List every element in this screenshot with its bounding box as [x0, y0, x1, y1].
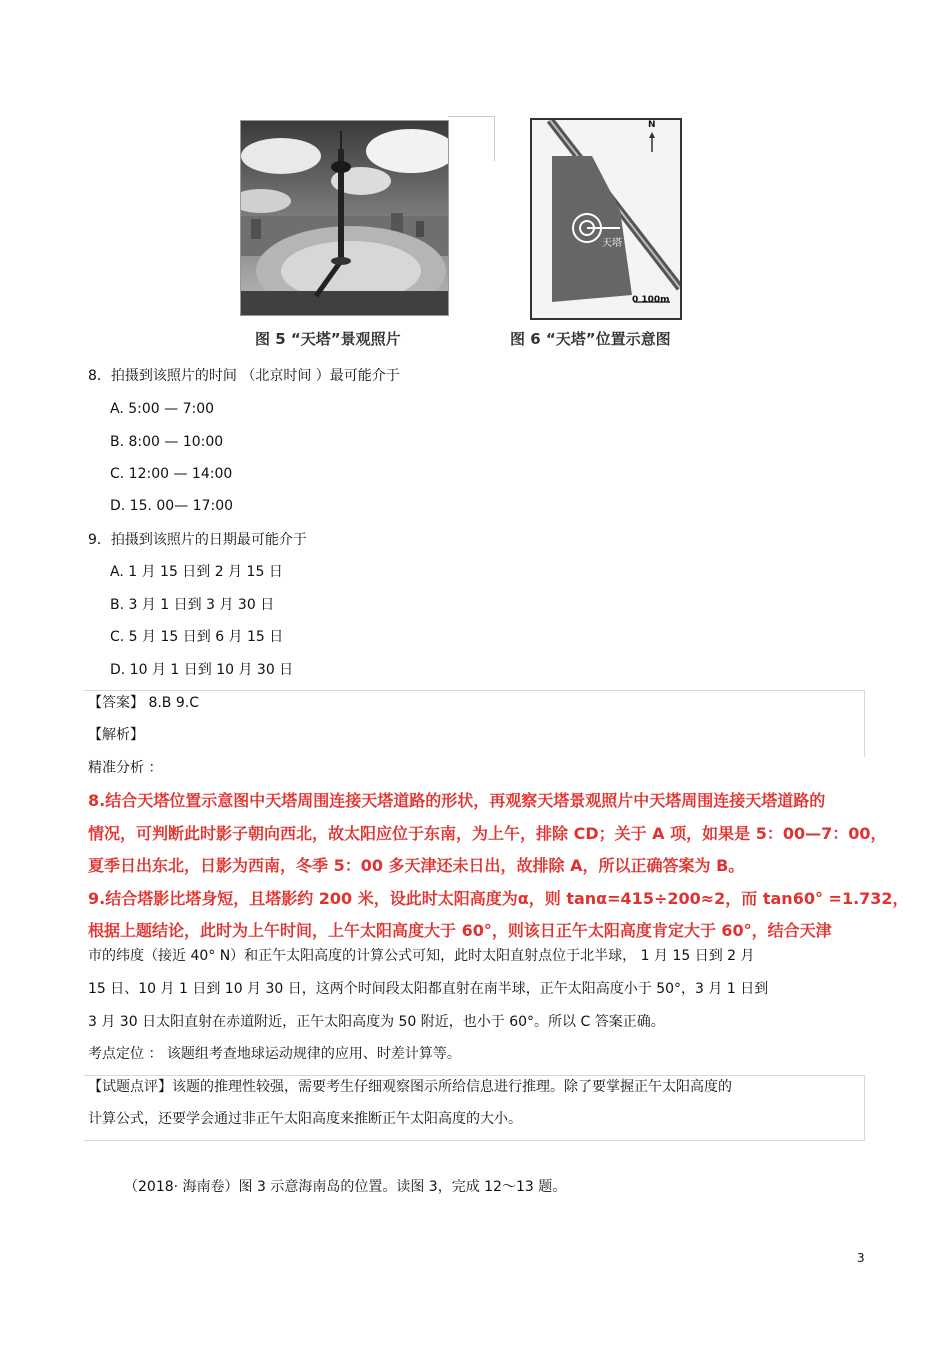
q8-stem: 8．拍摄到该照片的时间 （北京时间 ）最可能介于: [88, 368, 400, 384]
precise-analysis-label: 精准分析 ：: [88, 760, 163, 776]
q9-option-c: C. 5 月 15 日到 6 月 15 日: [110, 629, 284, 645]
body-line: 15 日、10 月 1 日到 10 月 30 日，这两个时间段太阳都直射在南半球，正午太阳高度小于 50°，3 月 1 日到: [88, 981, 769, 997]
answer-label: 【答案】 8.B 9.C: [88, 695, 199, 711]
analysis-label: 【解析】: [88, 727, 144, 743]
q8-option-a: A. 5:00 — 7:00: [110, 401, 215, 417]
comment-line: 【试题点评】该题的推理性较强，需要考生仔细观察图示所给信息进行推理。除了要掌握正午太阳高度的: [88, 1079, 732, 1095]
analysis-line: 夏季日出东北，日影为西南，冬季 5：00 多天津还未日出，故排除 A，所以正确答案为 B。: [88, 856, 745, 875]
q9-option-b: B. 3 月 1 日到 3 月 30 日: [110, 597, 275, 613]
fig6-caption: 图 6 “天塔”位置示意图: [510, 330, 671, 348]
body-line: 3 月 30 日太阳直射在赤道附近，正午太阳高度为 50 附近，也小于 60°。所以 C 答案正确。: [88, 1014, 665, 1030]
analysis-line: 根据上题结论，此时为上午时间，上午太阳高度大于 60°，则该日正午太阳高度肯定大于 60°，结合天津: [88, 921, 832, 940]
map-north-label: N: [648, 120, 656, 130]
tower-photo: [240, 120, 449, 316]
kaodian-line: 考点定位 ： 该题组考查地球运动规律的应用、时差计算等。: [88, 1046, 461, 1062]
q9-stem: 9．拍摄到该照片的日期最可能介于: [88, 532, 307, 548]
analysis-line: 9.结合塔影比塔身短，且塔影约 200 米，设此时太阳高度为α，则 tanα=415÷200≈2，而 tan60° =1.732，: [88, 889, 909, 908]
map-scale-label: 0 100m: [632, 295, 670, 305]
analysis-line: 情况，可判断此时影子朝向西北，故太阳应位于东南，为上午，排除 CD；关于 A 项，如果是 5：00—7：00，: [88, 824, 887, 843]
map-tower-label: 天塔: [602, 238, 622, 249]
q9-option-a: A. 1 月 15 日到 2 月 15 日: [110, 564, 283, 580]
q8-option-d: D. 15. 00— 17:00: [110, 498, 234, 514]
q9-option-d: D. 10 月 1 日到 10 月 30 日: [110, 662, 294, 678]
q8-option-b: B. 8:00 — 10:00: [110, 434, 224, 450]
q8-option-c: C. 12:00 — 14:00: [110, 466, 233, 482]
page-number: 3: [857, 1251, 865, 1265]
photo-corner-mark: [448, 116, 495, 161]
body-line: 市的纬度（接近 40° N）和正午太阳高度的计算公式可知，此时太阳直射点位于北半球， 1 月 15 日到 2 月: [88, 948, 755, 964]
comment-line: 计算公式，还要学会通过非正午太阳高度来推断正午太阳高度的大小。: [88, 1111, 522, 1127]
fig5-caption: 图 5 “天塔”景观照片: [255, 330, 401, 348]
answer-box: [84, 690, 865, 757]
next-question-intro: （2018· 海南卷）图 3 示意海南岛的位置。读图 3，完成 12～13 题。: [124, 1179, 567, 1195]
analysis-line: 8.结合天塔位置示意图中天塔周围连接天塔道路的形状，再观察天塔景观照片中天塔周围连接天塔道路的: [88, 791, 826, 810]
tower-location-map: [530, 118, 682, 320]
